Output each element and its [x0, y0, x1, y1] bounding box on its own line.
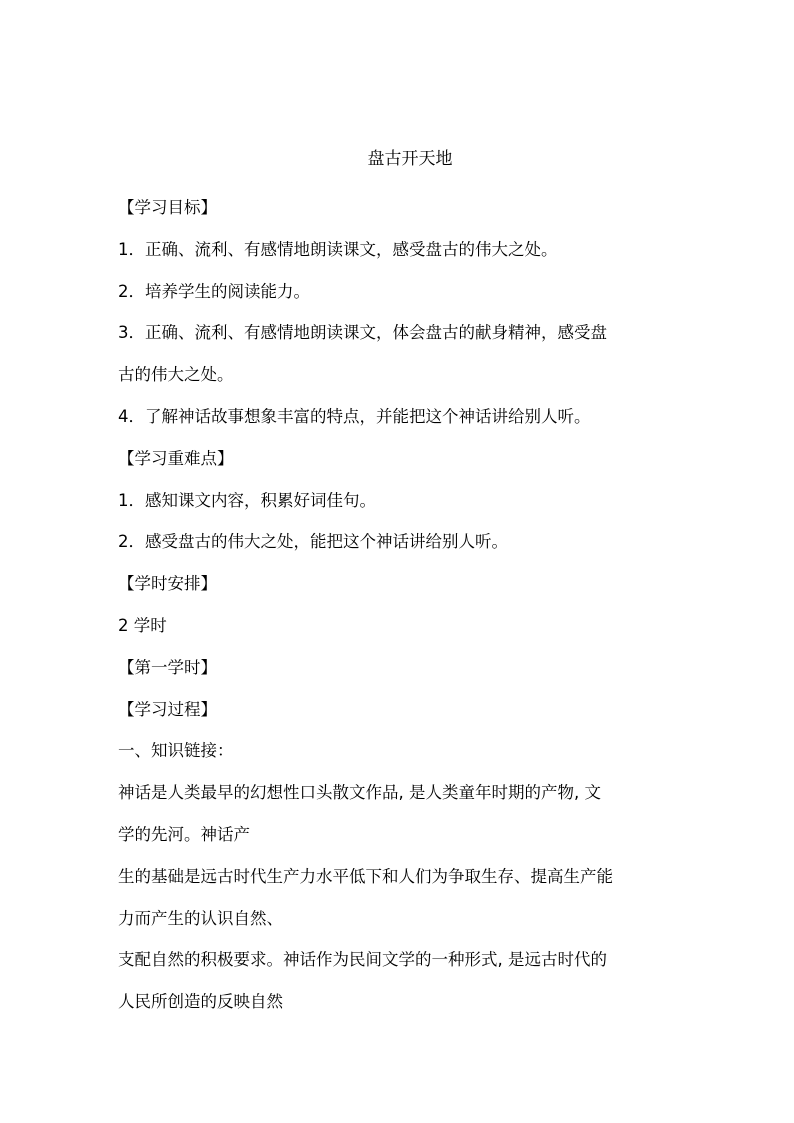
schedule-value: 2 学时 [118, 615, 167, 635]
goal-item-3-continued: 古的伟大之处。 [118, 365, 234, 385]
paragraph-line-1: 神话是人类最早的幻想性口头散文作品, 是人类童年时期的产物, 文 [118, 783, 601, 803]
key-point-1: 1．感知课文内容，积累好词佳句。 [118, 490, 376, 510]
paragraph-line-2: 学的先河。神话产 [118, 824, 250, 844]
heading-key-points: 【学习重难点】 [118, 448, 234, 468]
heading-learning-process: 【学习过程】 [118, 699, 217, 719]
document-title: 盘古开天地 [367, 149, 453, 169]
paragraph-line-3: 生的基础是远古时代生产力水平低下和人们为争取生存、提高生产能 [118, 866, 613, 886]
paragraph-line-5: 支配自然的积极要求。神话作为民间文学的一种形式, 是远古时代的 [118, 950, 607, 970]
goal-item-2: 2．培养学生的阅读能力。 [118, 281, 310, 301]
heading-schedule: 【学时安排】 [118, 574, 217, 594]
goal-item-1: 1．正确、流利、有感情地朗读课文，感受盘古的伟大之处。 [118, 239, 558, 259]
section-knowledge-link: 一、知识链接： [118, 741, 234, 761]
document-body [118, 187, 688, 1023]
heading-first-session: 【第一学时】 [118, 657, 217, 677]
key-point-2: 2．感受盘古的伟大之处，能把这个神话讲给别人听。 [118, 532, 508, 552]
heading-learning-goals: 【学习目标】 [118, 198, 217, 217]
goal-item-3: 3．正确、流利、有感情地朗读课文，体会盘古的献身精神，感受盘 [118, 323, 607, 343]
paragraph-line-6: 人民所创造的反映自然 [118, 992, 283, 1012]
paragraph-line-4: 力而产生的认识自然、 [118, 908, 283, 928]
goal-item-4: 4．了解神话故事想象丰富的特点，并能把这个神话讲给别人听。 [118, 406, 591, 426]
